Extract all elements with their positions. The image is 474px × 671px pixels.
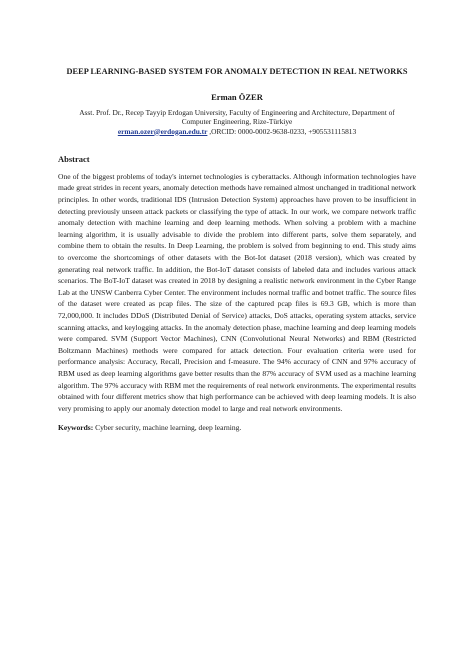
abstract-heading: Abstract — [58, 153, 90, 164]
keywords-text: Cyber security, machine learning, deep learning. — [93, 423, 242, 433]
orcid-phone: ,ORCID: 0000-0002-9638-0233, +905531115813 — [207, 126, 357, 136]
keywords-label: Keywords: — [58, 423, 94, 433]
affiliation-line-2: Computer Engineering, Rize-Türkiye — [181, 117, 293, 127]
paper-title: DEEP LEARNING-BASED SYSTEM FOR ANOMALY DETECTION IN REAL NETWORKS — [66, 67, 408, 76]
author-name: Erman ÖZER — [211, 92, 263, 102]
keywords — [58, 422, 416, 433]
author-contact — [58, 127, 416, 136]
author-affiliation — [58, 108, 416, 127]
paper-page — [58, 66, 416, 433]
email-link[interactable]: erman.ozer@erdogan.edu.tr — [117, 126, 208, 136]
abstract-body: One of the biggest problems of today's internet technologies is cyberattacks. Although information technologies have made great strides in recent years, anomaly detection methods have remained almost unchanged in traditional network principles. In other words, traditional IDS (Intrusion Detection System) approaches have proven to be insufficient in detecting previously unseen attack packets or classifying the type of attack. In our work, we compare network traffic anomaly detection with machine learning and deep learning methods. When solving a problem with a machine learning algorithm, it is usually advisable to divide the problem into different parts, solve them separately, and combine them to obtain the results. In Deep Learning, the problem is solved from beginning to end. This study aims to overcome the shortcomings of other datasets with the Bot-Iot dataset (2018 version), which was created by generating real network traffic. In addition, the Bot-IoT dataset consists of labeled data and includes various attack scenarios. The BoT-IoT dataset was created in 2018 by designing a realistic network environment in the Cyber Range Lab at the UNSW Canberra Cyber Center. The environment includes normal traffic and botnet traffic. The source files of the dataset were created as pcap files. The size of the captured pcap files is 69.3 GB, which is more than 72,000,000. It includes DDoS (Distributed Denial of Service) attacks, DoS attacks, operating system attacks, service scanning attacks, and keylogging attacks. In the anomaly detection phase, machine learning and deep learning models were compared. SVM (Support Vector Machines), CNN (Convolutional Neural Networks) and RBM (Restricted Boltzmann Machines) methods were compared for attack detection. Four evaluation criteria were used for performance analysis: Accuracy, Recall, Precision and f-measure. The 94% accuracy of CNN and 97% accuracy of RBM used as deep learning algorithms gave better results than the 87% accuracy of SVM used as a machine learning algorithm. The 97% accuracy with RBM met the requirements of real network environments. The experimental results obtained with four different metrics show that high performance can be achieved with deep learning models. It is also very promising to apply our anomaly detection model to large and real network environments. — [58, 171, 416, 413]
affiliation-line-1: Asst. Prof. Dr., Recep Tayyip Erdogan University, Faculty of Engineering and Architecture, Department of — [79, 108, 395, 117]
